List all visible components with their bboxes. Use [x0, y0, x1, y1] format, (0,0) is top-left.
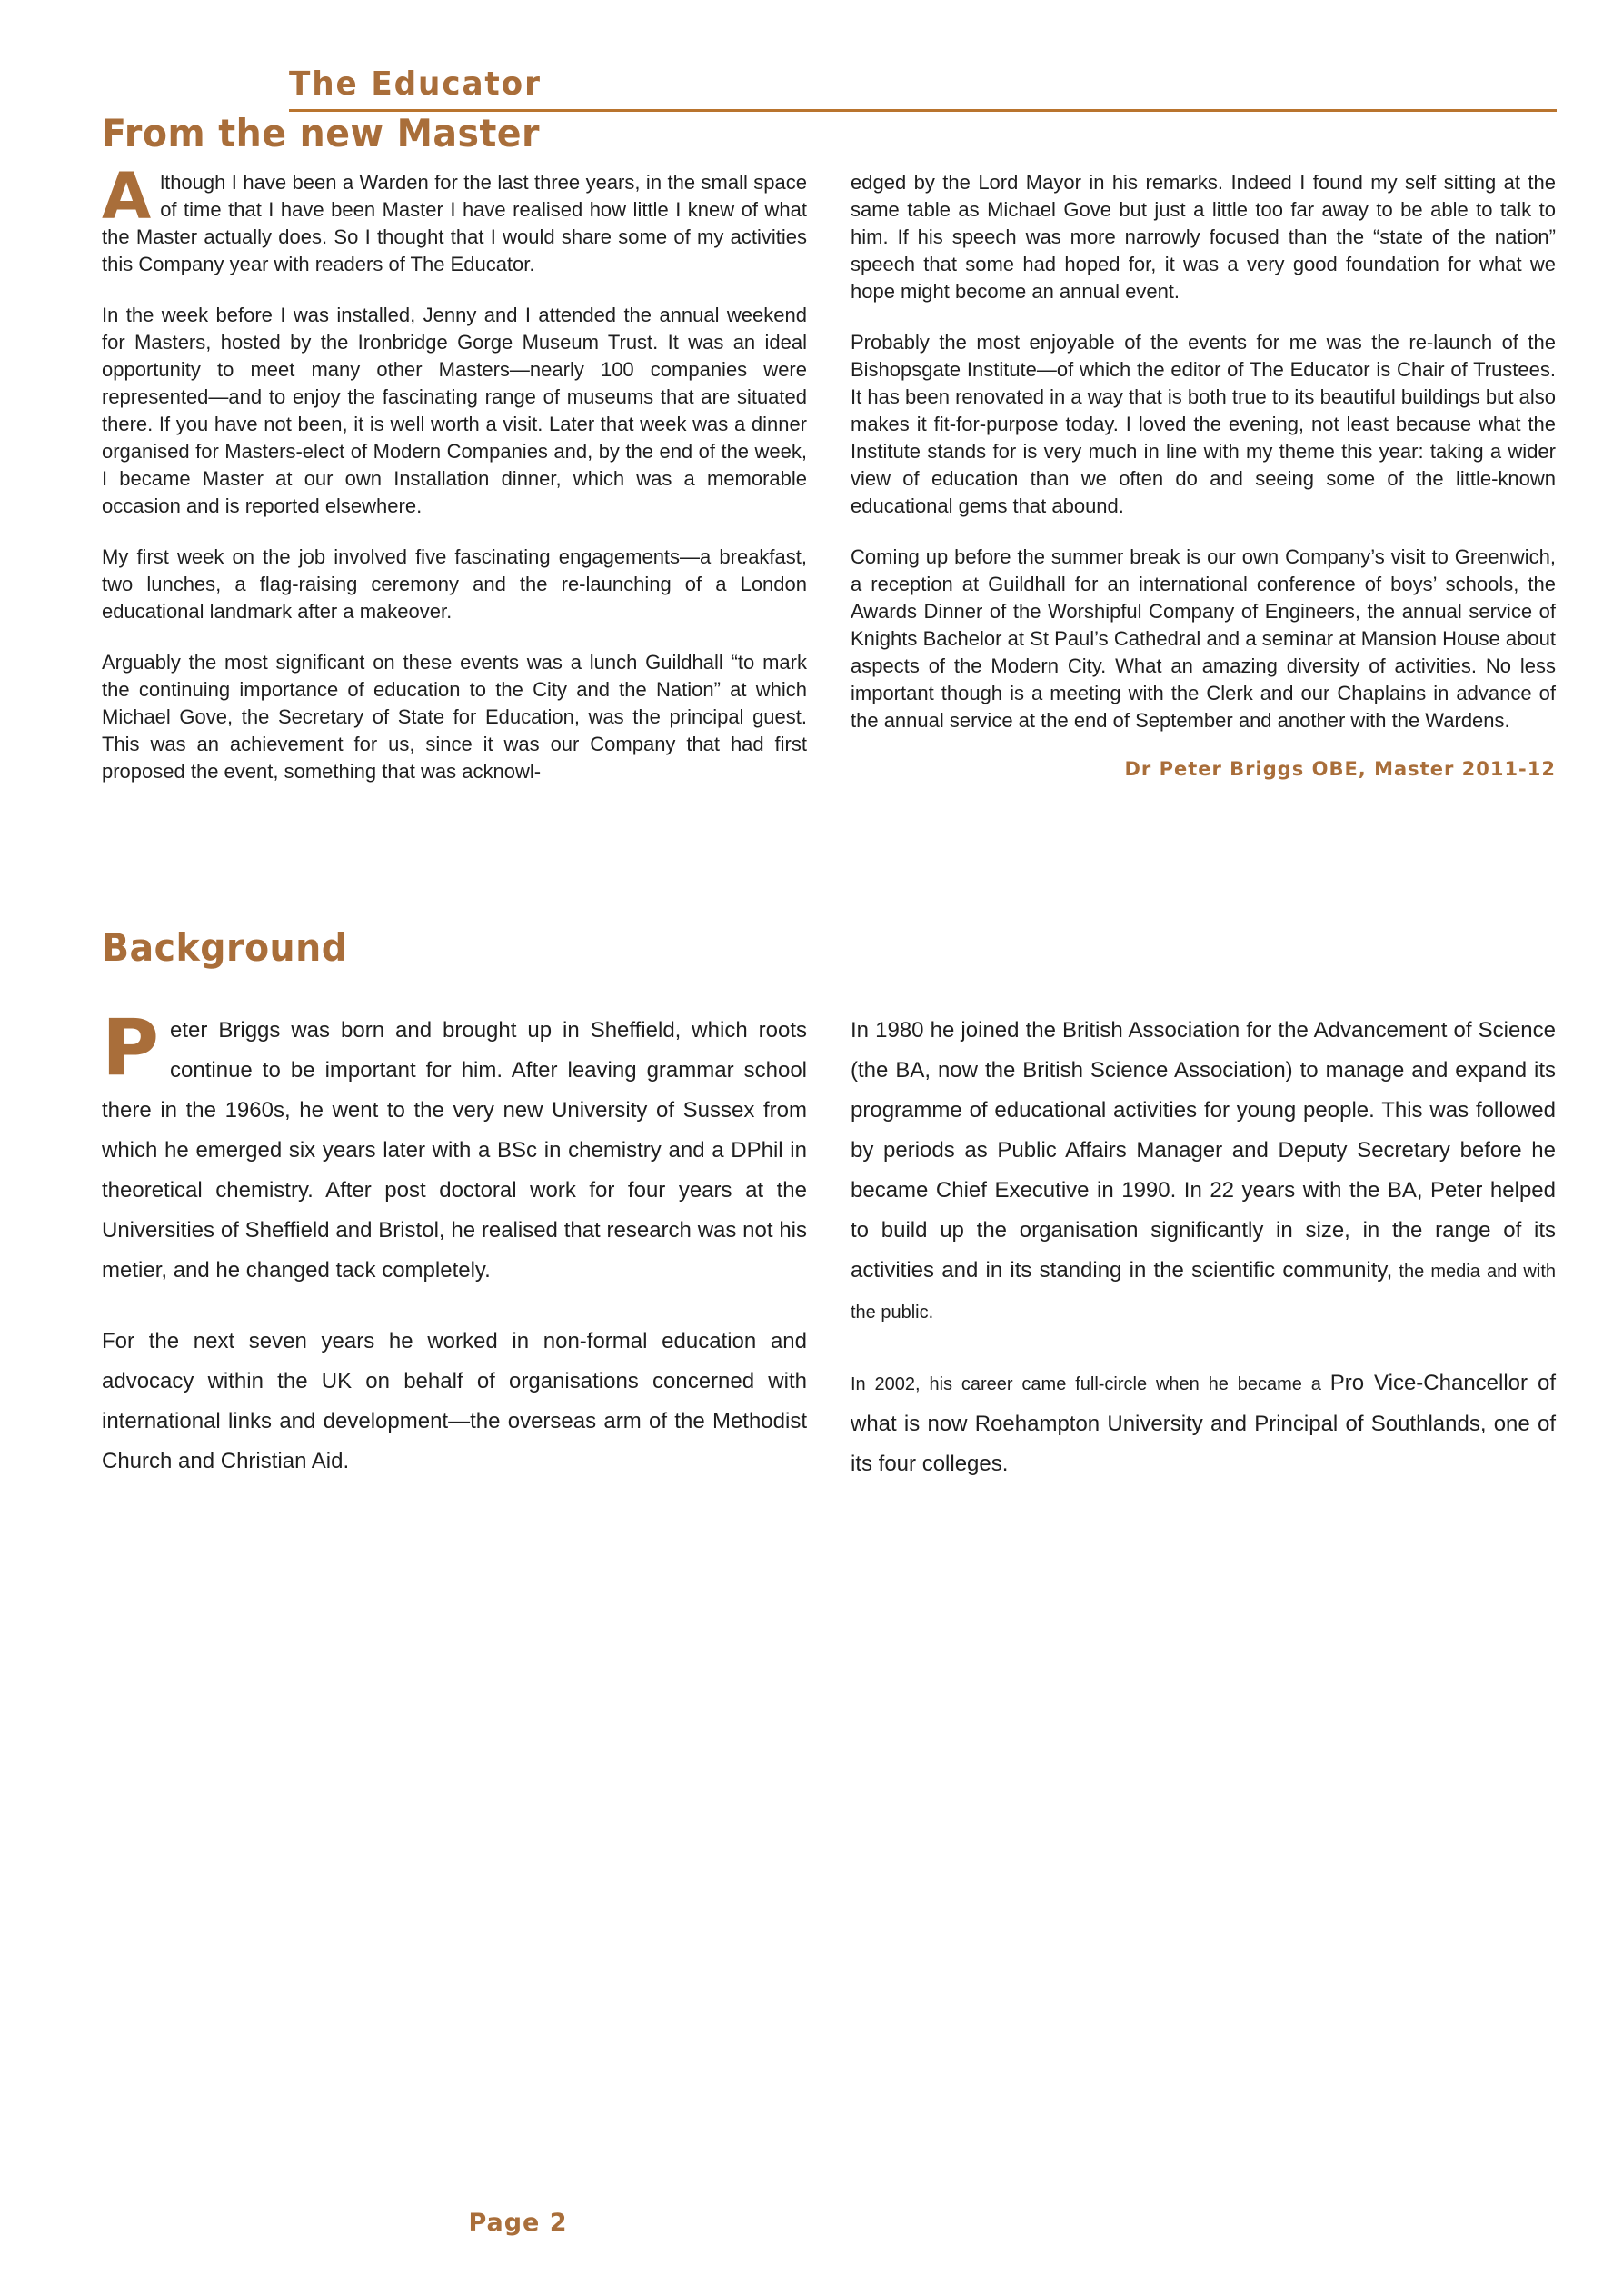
paragraph: In the week before I was installed, Jenny and I attended the annual weekend for Masters, hosted by the Ironbridge Gorge Museum Trust. It was an ideal opportunity to meet many other Masters—nearly 100 companies were represented—and to enjoy the fascinating range of museums that are situated there. If you have not been, it is well worth a visit. Later that week was a dinner organised for Masters-elect of Modern Companies and, by the end of the week, I became Master at our own Installation dinner, which was a memorable occasion and is reported elsewhere.: [102, 304, 807, 517]
paragraph-text: lthough I have been a Warden for the last three years, in the small space of time that I have been Master I have realised how little I knew of what the Master actually does. So I thought that I would share some of my activities this Company year with readers of The Educator.: [102, 171, 807, 275]
paragraph-text: In 1980 he joined the British Association for the Advancement of Science (the BA, now the British Science Association) to manage and expand its programme of educational activities for young people. This was followed by periods as Public Affairs Manager and Deputy Secretary before he became Chief Executive in 1990. In 22 years with the BA, Peter helped to build up the organisation significantly in size, in the range of its activities and in its standing in the scientific community,: [851, 1018, 1556, 1283]
article-background-title: Background: [102, 925, 348, 970]
paragraph: edged by the Lord Mayor in his remarks. Indeed I found my self sitting at the same table as Michael Gove but just a little too far away to be able to talk to him. If his speech was more narrowly focused than the “state of the nation” speech that some had hoped for, it was a very good foundation for what we hope might become an annual event.: [851, 171, 1556, 303]
paragraph: For the next seven years he worked in non-formal education and advocacy within the UK on behalf of organisations concerned with international links and development—the overseas arm of the Methodist Church and Christian Aid.: [102, 1329, 807, 1473]
paragraph: Probably the most enjoyable of the events for me was the re-launch of the Bishopsgate Institute—of which the editor of The Educator is Chair of Trustees. It has been renovated in a way that is both true to its beautiful buildings but also makes it fit-for-purpose today. I loved the evening, not least because what the Institute stands for is very much in line with my theme this year: taking a wider view of education than we often do and seeing some of the little-known educational gems that abound.: [851, 331, 1556, 517]
article-background-left-column: [102, 1003, 807, 1512]
paragraph-text: eter Briggs was born and brought up in Sheffield, which roots continue to be important for him. After leaving grammar school there in the 1960s, he went to the very new University of Sussex from which he emerged six years later with a BSc in chemistry and a DPhil in theoretical chemistry. After post doctoral work for four years at the Universities of Sheffield and Bristol, he realised that research was not his metier, and he changed tack completely.: [102, 1018, 807, 1283]
article-background-right-column: [851, 1011, 1556, 1515]
paragraph: [102, 159, 807, 278]
paragraph-text: Pro Vice-Chancellor of what is now Roehampton University and Principal of Southlands, one of its four colleges.: [851, 1371, 1557, 1476]
paragraph: My first week on the job involved five fascinating engagements—a breakfast, two lunches, a flag-raising ceremony and the re-launching of a London educational landmark after a makeover.: [102, 545, 807, 623]
article-master-right-column: [851, 169, 1556, 780]
masthead-title: The Educator: [289, 65, 542, 103]
paragraph: Arguably the most significant on these events was a lunch Guildhall “to mark the continuing importance of education to the City and the Nation” at which Michael Gove, the Secretary of State for Education, was the principal guest. This was an achievement for us, since it was our Company that had first proposed the event, something that was acknowl-: [102, 651, 807, 783]
page-number: Page 2: [468, 2209, 568, 2237]
paragraph: Coming up before the summer break is our own Company’s visit to Greenwich, a reception at Guildhall for an international conference of boys’ schools, the Awards Dinner of the Worshipful Company of Engineers, the annual service of Knights Bachelor at St Paul’s Cathedral and a seminar at Mansion House about aspects of the Modern City. What an amazing diversity of activities. No less important though is a meeting with the Clerk and our Chaplains in advance of the annual service at the end of September and another with the Wardens.: [851, 545, 1556, 732]
masthead: [289, 65, 554, 103]
paragraph: [102, 1003, 807, 1291]
article-master-left-column: [102, 159, 807, 809]
paragraph-text-small: In 2002, his career came full-circle when he became a: [851, 1374, 1330, 1394]
byline: Dr Peter Briggs OBE, Master 2011-12: [1124, 758, 1556, 780]
article-master-title: From the new Master: [102, 111, 540, 155]
paragraph: [851, 1363, 1556, 1484]
dropcap-p: P: [102, 1003, 160, 1093]
paragraph: [851, 1011, 1556, 1333]
dropcap-a: A: [102, 159, 152, 234]
paragraph-text-small: the media and with the public.: [851, 1262, 1556, 1323]
